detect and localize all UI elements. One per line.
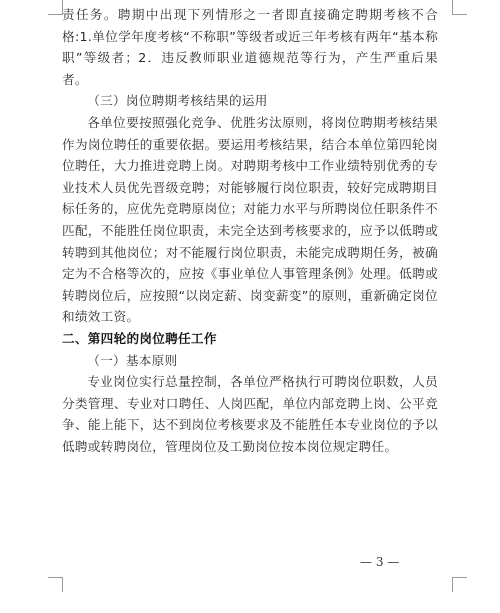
crop-mark-top-left [48,0,63,15]
paragraph-continuation: 责任务。聘期中出现下列情形之一者即直接确定聘期考核不合格:1.单位学年度考核“不称职”等级者或近三年考核有两年“基本称职”等级者；2．违反教师职业道德规范等行为，产生严重后果者。 [62,7,438,87]
paragraph-basic-principles: 专业岗位实行总量控制，各单位严格执行可聘岗位职数，人员分类管理、专业对口聘任、人岗匹配，单位内部竞聘上岗、公平竞争、能上能下，达不到岗位考核要求及不能胜任本专业岗位的予以低聘或转聘岗位，管理岗位及工勤岗位按本岗位规定聘任。 [62,374,438,454]
crop-mark-top-right [452,0,467,15]
page-number: — 3 — [360,555,400,569]
section-heading-basic-principles: （一）基本原则 [87,352,178,368]
crop-mark-bottom-right [452,577,467,592]
crop-mark-bottom-left [48,577,63,592]
document-body [62,4,438,457]
paragraph-assessment-results: 各单位要按照强化竞争、优胜劣汰原则，将岗位聘期考核结果作为岗位聘任的重要依据。要运用考核结果，结合本单位第四轮岗位聘任，大力推进竞聘上岗。对聘期考核中工作业绩特别优秀的专业技术人员优先晋级竞聘；对能够履行岗位职责，较好完成聘期目标任务的，应优先竞聘原岗位；对能力水平与所聘岗位任职条件不匹配，不能胜任岗位职责，未完全达到考核要求的，应予以低聘或转聘到其他岗位；对不能履行岗位职责，未能完成聘期任务，被确定为不合格等次的，应按《事业单位人事管理条例》处理。低聘或转聘岗位后，应按照“以岗定薪、岗变薪变”的原则，重新确定岗位和绩效工资。 [62,114,438,325]
section-heading-2: 二、第四轮的岗位聘任工作 [62,330,217,346]
section-heading-3: （三）岗位聘期考核结果的运用 [87,93,268,109]
